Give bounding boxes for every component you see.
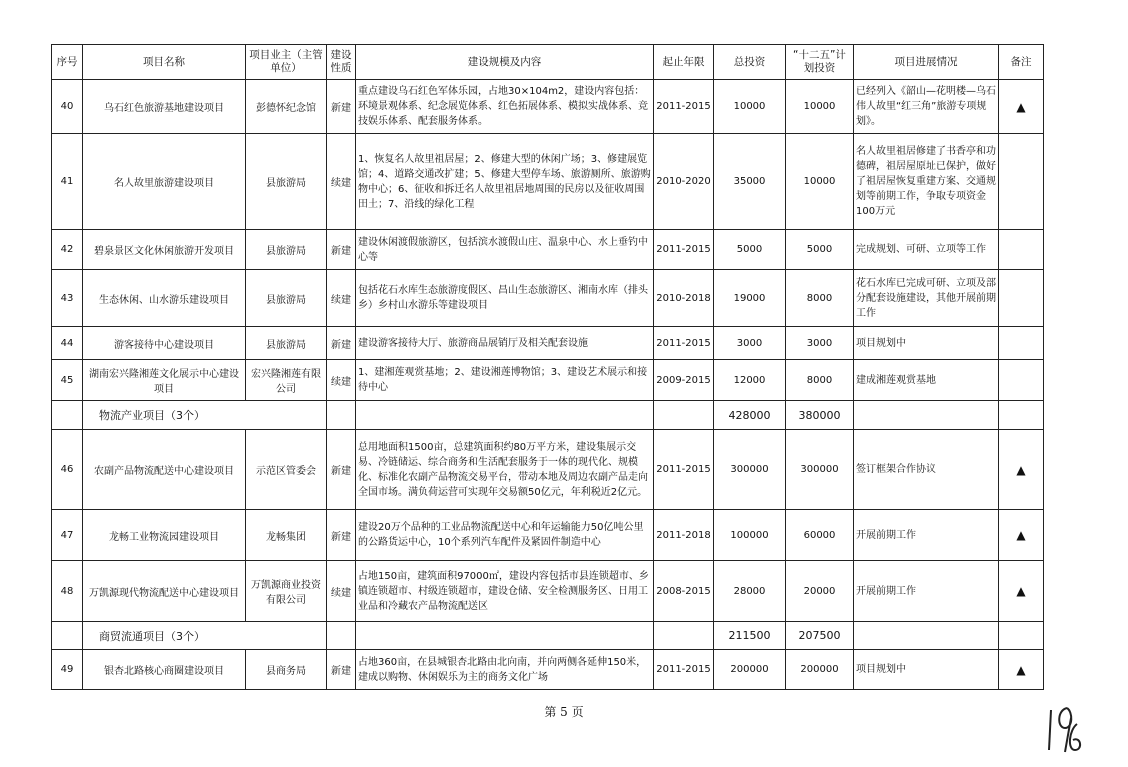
row-nature: 新建 bbox=[327, 510, 356, 561]
row-years: 2008-2015 bbox=[654, 561, 714, 622]
row-scope: 建设20万个品种的工业品物流配送中心和年运输能力50亿吨公里的公路货运中心，10个系列汽车配件及紧固件制造中心 bbox=[356, 510, 654, 561]
row-owner: 示范区管委会 bbox=[246, 430, 327, 510]
row-scope: 1、恢复名人故里祖居屋；2、修建大型的休闲广场；3、修建展览馆；4、道路交通改扩建；5、修建大型停车场、旅游厕所、旅游购物中心；6、征收和拆迁名人故里祖居地周围的民房以及征收周围田土；7、沿线的绿化工程 bbox=[356, 134, 654, 230]
table-row bbox=[52, 650, 1044, 690]
row-name: 万凯源现代物流配送中心建设项目 bbox=[83, 561, 246, 622]
row-scope: 建设游客接待大厅、旅游商品展销厅及相关配套设施 bbox=[356, 327, 654, 360]
row-seq: 45 bbox=[52, 360, 83, 401]
row-scope: 包括花石水库生态旅游度假区、昌山生态旅游区、湘南水库（排头乡）乡村山水游乐等建设项目 bbox=[356, 270, 654, 327]
project-table bbox=[51, 44, 1044, 690]
row-owner: 县旅游局 bbox=[246, 270, 327, 327]
section-title: 商贸流通项目（3个） bbox=[83, 622, 327, 650]
row-progress: 开展前期工作 bbox=[854, 561, 999, 622]
row-plan: 200000 bbox=[786, 650, 854, 690]
row-note: ▲ bbox=[999, 561, 1044, 622]
row-seq: 40 bbox=[52, 80, 83, 134]
row-nature: 续建 bbox=[327, 270, 356, 327]
row-name: 湖南宏兴隆湘莲文化展示中心建设项目 bbox=[83, 360, 246, 401]
section-row bbox=[52, 401, 1044, 430]
row-note: ▲ bbox=[999, 430, 1044, 510]
row-progress: 项目规划中 bbox=[854, 327, 999, 360]
row-progress: 名人故里祖居修建了书香亭和功德碑，祖居屋原址已保护，做好了祖居屋恢复重建方案、交通规划等前期工作，争取专项资金100万元 bbox=[854, 134, 999, 230]
row-years: 2009-2015 bbox=[654, 360, 714, 401]
row-years: 2010-2020 bbox=[654, 134, 714, 230]
section-title: 物流产业项目（3个） bbox=[83, 401, 327, 430]
row-seq: 43 bbox=[52, 270, 83, 327]
table-row bbox=[52, 327, 1044, 360]
row-plan: 300000 bbox=[786, 430, 854, 510]
handwritten-page-mark bbox=[1043, 700, 1083, 760]
row-name: 农副产品物流配送中心建设项目 bbox=[83, 430, 246, 510]
header-nature: 建设性质 bbox=[327, 45, 356, 80]
row-total: 3000 bbox=[714, 327, 786, 360]
row-plan: 5000 bbox=[786, 230, 854, 270]
row-name: 名人故里旅游建设项目 bbox=[83, 134, 246, 230]
header-total: 总投资 bbox=[714, 45, 786, 80]
row-owner: 县旅游局 bbox=[246, 230, 327, 270]
row-total: 19000 bbox=[714, 270, 786, 327]
row-plan: 3000 bbox=[786, 327, 854, 360]
row-years: 2011-2015 bbox=[654, 327, 714, 360]
section-total: 428000 bbox=[714, 401, 786, 430]
table-row bbox=[52, 510, 1044, 561]
row-owner: 县商务局 bbox=[246, 650, 327, 690]
row-progress: 已经列入《韶山—花明楼—乌石伟人故里“红三角”旅游专项规划》。 bbox=[854, 80, 999, 134]
row-years: 2011-2015 bbox=[654, 80, 714, 134]
row-owner: 县旅游局 bbox=[246, 134, 327, 230]
row-years: 2010-2018 bbox=[654, 270, 714, 327]
section-plan: 207500 bbox=[786, 622, 854, 650]
row-note bbox=[999, 134, 1044, 230]
header-owner: 项目业主（主管单位） bbox=[246, 45, 327, 80]
table-row bbox=[52, 430, 1044, 510]
row-plan: 8000 bbox=[786, 360, 854, 401]
row-name: 生态休闲、山水游乐建设项目 bbox=[83, 270, 246, 327]
row-owner: 县旅游局 bbox=[246, 327, 327, 360]
row-scope: 占地360亩，在县城银杏北路由北向南，并向两侧各延伸150米，建成以购物、休闲娱乐为主的商务文化广场 bbox=[356, 650, 654, 690]
row-total: 12000 bbox=[714, 360, 786, 401]
row-plan: 10000 bbox=[786, 134, 854, 230]
row-total: 300000 bbox=[714, 430, 786, 510]
row-note bbox=[999, 230, 1044, 270]
row-plan: 60000 bbox=[786, 510, 854, 561]
row-nature: 新建 bbox=[327, 430, 356, 510]
row-seq: 42 bbox=[52, 230, 83, 270]
row-plan: 8000 bbox=[786, 270, 854, 327]
row-total: 28000 bbox=[714, 561, 786, 622]
row-scope: 重点建设乌石红色军体乐园，占地30×104m2，建设内容包括：环境景观体系、纪念展览体系、红色拓展体系、模拟实战体系、竞技娱乐体系、配套服务体系。 bbox=[356, 80, 654, 134]
table-row bbox=[52, 230, 1044, 270]
row-total: 200000 bbox=[714, 650, 786, 690]
row-note bbox=[999, 327, 1044, 360]
row-owner: 万凯源商业投资有限公司 bbox=[246, 561, 327, 622]
row-owner: 彭德怀纪念馆 bbox=[246, 80, 327, 134]
header-years: 起止年限 bbox=[654, 45, 714, 80]
row-nature: 续建 bbox=[327, 360, 356, 401]
row-scope: 建设休闲渡假旅游区，包括滨水渡假山庄、温泉中心、水上垂钓中心等 bbox=[356, 230, 654, 270]
row-progress: 项目规划中 bbox=[854, 650, 999, 690]
row-nature: 新建 bbox=[327, 80, 356, 134]
row-seq: 44 bbox=[52, 327, 83, 360]
row-owner: 龙畅集团 bbox=[246, 510, 327, 561]
row-nature: 续建 bbox=[327, 561, 356, 622]
section-total: 211500 bbox=[714, 622, 786, 650]
table-row bbox=[52, 270, 1044, 327]
row-progress: 开展前期工作 bbox=[854, 510, 999, 561]
table-row bbox=[52, 360, 1044, 401]
row-scope: 总用地面积1500亩，总建筑面积约80万平方米，建设集展示交易、冷链储运、综合商务和生活配套服务于一体的现代化、规模化、标准化农副产品物流交易平台，带动本地及周边农副产品走向全国市场。满负荷运营可实现年交易额50亿元，年利税近2亿元。 bbox=[356, 430, 654, 510]
row-total: 100000 bbox=[714, 510, 786, 561]
row-name: 龙畅工业物流园建设项目 bbox=[83, 510, 246, 561]
row-seq: 47 bbox=[52, 510, 83, 561]
row-scope: 1、建湘莲观赏基地；2、建设湘莲博物馆；3、建设艺术展示和接待中心 bbox=[356, 360, 654, 401]
row-name: 银杏北路核心商圈建设项目 bbox=[83, 650, 246, 690]
row-note: ▲ bbox=[999, 650, 1044, 690]
header-scope: 建设规模及内容 bbox=[356, 45, 654, 80]
row-nature: 新建 bbox=[327, 230, 356, 270]
row-note: ▲ bbox=[999, 80, 1044, 134]
table-row bbox=[52, 134, 1044, 230]
row-progress: 建成湘莲观赏基地 bbox=[854, 360, 999, 401]
header-seq: 序号 bbox=[52, 45, 83, 80]
header-note: 备注 bbox=[999, 45, 1044, 80]
row-seq: 46 bbox=[52, 430, 83, 510]
row-seq: 48 bbox=[52, 561, 83, 622]
row-seq: 41 bbox=[52, 134, 83, 230]
row-note bbox=[999, 270, 1044, 327]
row-nature: 续建 bbox=[327, 134, 356, 230]
row-total: 5000 bbox=[714, 230, 786, 270]
row-name: 乌石红色旅游基地建设项目 bbox=[83, 80, 246, 134]
page-number: 第 5 页 bbox=[544, 705, 584, 719]
row-scope: 占地150亩，建筑面积97000㎡，建设内容包括市县连锁超市、乡镇连锁超市、村级连锁超市，建设仓储、安全检测服务区、日用工业品和冷藏农产品物流配送区 bbox=[356, 561, 654, 622]
row-total: 10000 bbox=[714, 80, 786, 134]
row-progress: 完成规划、可研、立项等工作 bbox=[854, 230, 999, 270]
row-name: 游客接待中心建设项目 bbox=[83, 327, 246, 360]
row-seq: 49 bbox=[52, 650, 83, 690]
header-row bbox=[52, 45, 1044, 80]
row-progress: 签订框架合作协议 bbox=[854, 430, 999, 510]
header-plan: “十二五”计划投资 bbox=[786, 45, 854, 80]
row-owner: 宏兴隆湘莲有限公司 bbox=[246, 360, 327, 401]
header-progress: 项目进展情况 bbox=[854, 45, 999, 80]
row-years: 2011-2015 bbox=[654, 650, 714, 690]
header-name: 项目名称 bbox=[83, 45, 246, 80]
row-years: 2011-2015 bbox=[654, 430, 714, 510]
row-nature: 新建 bbox=[327, 650, 356, 690]
row-nature: 新建 bbox=[327, 327, 356, 360]
row-plan: 10000 bbox=[786, 80, 854, 134]
row-years: 2011-2018 bbox=[654, 510, 714, 561]
row-years: 2011-2015 bbox=[654, 230, 714, 270]
table-row bbox=[52, 80, 1044, 134]
row-total: 35000 bbox=[714, 134, 786, 230]
section-row bbox=[52, 622, 1044, 650]
section-plan: 380000 bbox=[786, 401, 854, 430]
table-row bbox=[52, 561, 1044, 622]
row-name: 碧泉景区文化休闲旅游开发项目 bbox=[83, 230, 246, 270]
row-plan: 20000 bbox=[786, 561, 854, 622]
row-note: ▲ bbox=[999, 510, 1044, 561]
row-note bbox=[999, 360, 1044, 401]
row-progress: 花石水库已完成可研、立项及部分配套设施建设，其他开展前期工作 bbox=[854, 270, 999, 327]
